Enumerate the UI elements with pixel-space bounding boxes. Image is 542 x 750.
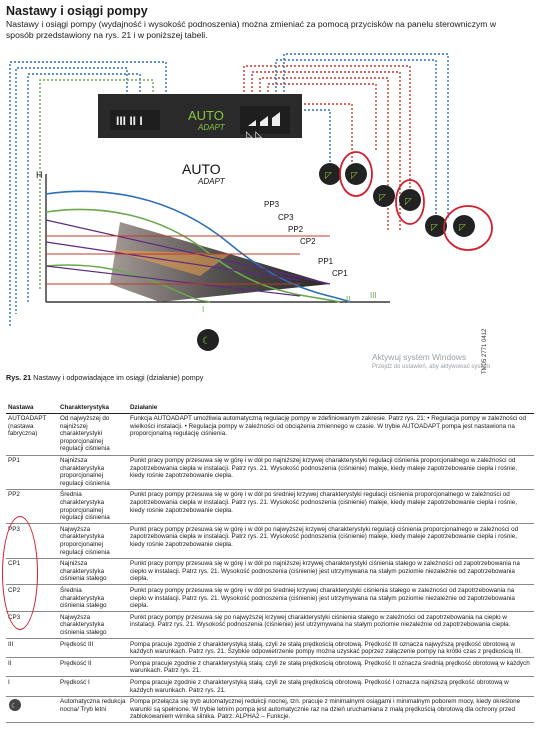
speed-label-I: I <box>202 305 205 314</box>
night-reduction-icon <box>8 698 22 712</box>
speed-button-label: III II I <box>116 114 143 128</box>
row-action: Pompa pracuje zgodnie z charakterystyką stałą, czyli ze stałą prędkością obrotową. Prędkość II oznacza średnią prędkość obrotową w każdych warunkach. Patrz rys. 21. <box>128 658 534 677</box>
row-action: Punkt pracy pompy przesuwa się w górę i w dół po najwyższej krzywej charakterystyki regulacji ciśnienia proporcjonalnego w zależności od zapotrzebowania ciepła w instalacji. Patrz rys. 21. Wysokość podnoszenia (ciśnienie) maleje, kiedy maleje zapotrzebowanie ciepła i rośnie, kiedy rośnie zapotrzebowanie ciepła. <box>128 524 534 558</box>
row-setting: PP3 <box>6 524 58 558</box>
row-curve: Najwyższa charakterystyka proporcjonalnej regulacji ciśnienia <box>58 524 128 558</box>
table-row <box>6 639 534 658</box>
row-action: Punkt pracy pompy przesuwa się w górę i w dół po średniej krzywej charakterystyki ciśnienia stałego w zależności od zapotrzebowania na ciepło w instalacji. Patrz rys. 21. Wysokość podnoszenia (ciśnienie) jest utrzymywana na stałym poziomie niezależnie od zapotrzebowania ciepła. <box>128 585 534 612</box>
row-setting: CP3 <box>6 612 58 639</box>
panel-adapt-label: ADAPT <box>198 123 225 132</box>
row-action: Punkt pracy pompy przesuwa się w górę i w dół po najniższej krzywej charakterystyki ciśnienia stałego w zależności od zapotrzebowania na ciepło w instalacji. Patrz rys. 21. Wysokość podnoszenia (ciśnienie) jest utrzymywana na stałym poziomie niezależnie od zapotrzebowania ciepła. <box>128 558 534 585</box>
row-setting: I <box>6 677 58 696</box>
row-setting-icon-cell <box>6 696 58 723</box>
svg-text:☾: ☾ <box>11 703 18 711</box>
h-axis-label: H <box>36 170 43 180</box>
settings-table <box>6 402 534 723</box>
row-setting: III <box>6 639 58 658</box>
row-curve: Najniższa charakterystyka ciśnienia stałego <box>58 558 128 585</box>
cp-rows-highlight-oval <box>2 516 38 630</box>
curve-label-cp1: CP1 <box>332 269 348 278</box>
intro-paragraph: Nastawy i osiągi pompy (wydajność i wysokość podnoszenia) można zmieniać za pomocą przycisków na panelu sterowniczym w sposób przedstawiony na rys. 21 i w poniższej tabeli. <box>6 19 497 41</box>
svg-text:◸: ◸ <box>379 192 386 202</box>
speed-label-III: III <box>370 291 377 300</box>
table-header-row <box>6 402 534 413</box>
caption-prefix: Rys. 21 <box>6 373 32 382</box>
pump-settings-figure <box>0 44 542 374</box>
row-action: Pompa pracuje zgodnie z charakterystyką stałą, czyli ze stałą prędkością obrotową. Prędkość III oznacza najwyższą prędkość obrotową w każdych warunkach. Patrz rys. 21. Szybkie odpowietrzenie pompy można uzyskać poprzez załączenie pompy na krótki czas z prędkością III. <box>128 639 534 658</box>
header-setting: Nastawa <box>6 402 58 413</box>
row-action: Pompa pracuje zgodnie z charakterystyką stałą, czyli ze stałą prędkością obrotową. Prędkość I oznacza najniższą prędkość obrotową w każdych warunkach. Patrz rys. 21. <box>128 677 534 696</box>
row-action: Pompa przełącza się tryb automatycznej redukcji nocnej, tzn. pracuje z minimalnymi osiągami i minimalnym poborem mocy, kiedy określone warunki są spełnione. W trybie letnim pompa jest automatycznie raz na dzień uruchamiana z małą prędkością obrotową dla ochrony przed zablokowaniem wirnika silnika. Patrz: ALPHA2 – Funkcje. <box>128 696 534 723</box>
row-curve: Automatyczna redukcja nocna/ Tryb letni <box>58 696 128 723</box>
row-setting: AUTOADAPT (nastawa fabryczna) <box>6 413 58 455</box>
table-row <box>6 658 534 677</box>
curve-label-cp3: CP3 <box>278 213 294 222</box>
table-row <box>6 612 534 639</box>
row-setting: PP1 <box>6 455 58 489</box>
svg-text:◸: ◸ <box>405 196 412 206</box>
row-action: Funkcja AUTOADAPT umożliwia automatyczną regulację pompy w zdefiniowanym zakresie. Patrz rys. 21: • Regulacja pompy w zależności od wielkości instalacji. • Regulacja pompy w zależności od obciążenia zmiennego w czasie. W trybie AUTOADAPT pompa jest nastawiona na proporcjonalną regulację ciśnienia. <box>128 413 534 455</box>
table-row <box>6 558 534 585</box>
tm-code: TM05 2771 0412 <box>482 328 488 374</box>
table-row <box>6 455 534 489</box>
svg-text:◸: ◸ <box>325 170 332 180</box>
caption-text: Nastawy i odpowiadające im osiągi (działanie) pompy <box>31 373 204 382</box>
row-curve: Najwyższa charakterystyka ciśnienia stałego <box>58 612 128 639</box>
panel-auto-label: AUTO <box>188 108 224 123</box>
control-panel <box>98 94 302 139</box>
row-setting: CP1 <box>6 558 58 585</box>
table-row <box>6 677 534 696</box>
table-row <box>6 489 534 523</box>
header-action: Działanie <box>128 402 534 413</box>
night-reduction-glyph: ☾ <box>202 336 211 347</box>
row-curve: Najniższa charakterystyka proporcjonalnej regulacji ciśnienia <box>58 455 128 489</box>
curve-label-pp1: PP1 <box>318 257 334 266</box>
svg-text:◸: ◸ <box>459 222 466 232</box>
row-setting: II <box>6 658 58 677</box>
svg-text:◸: ◸ <box>431 222 438 232</box>
curve-label-pp2: PP2 <box>288 225 304 234</box>
row-curve: Prędkość III <box>58 639 128 658</box>
windows-activation-watermark <box>372 352 490 370</box>
table-row <box>6 413 534 455</box>
curve-label-pp3: PP3 <box>264 200 280 209</box>
row-action: Punkt pracy pompy przesuwa się w górę i w dół po średniej krzywej charakterystyki regulacji ciśnienia proporcjonalnego w zależności od zapotrzebowania ciepła w instalacji. Patrz rys. 21. Wysokość podnoszenia (ciśnienie) maleje, kiedy maleje zapotrzebowanie ciepła i rośnie, kiedy rośnie zapotrzebowanie ciepła. <box>128 489 534 523</box>
row-action: Punkt pracy pompy przesuwa się w górę i w dół po najniższej krzywej charakterystyki regulacji ciśnienia proporcjonalnego w zależności od zapotrzebowania ciepła w instalacji. Patrz rys. 21. Wysokość podnoszenia (ciśnienie) maleje, kiedy maleje zapotrzebowanie ciepła i rośnie, kiedy rośnie zapotrzebowanie ciepła. <box>128 455 534 489</box>
auto-label: AUTO <box>182 161 221 177</box>
speed-label-II: II <box>346 295 351 304</box>
row-action: Punkt pracy pompy przesuwa się po najwyższej krzywej charakterystyki ciśnienia stałego w zależności od zapotrzebowania na ciepło w instalacji. Patrz rys. 21. Wysokość podnoszenia (ciśnienie) jest utrzymywana na stałym poziomie niezależnie od zapotrzebowania ciepła. <box>128 612 534 639</box>
page-title: Nastawy i osiągi pompy <box>6 4 148 18</box>
watermark-line2: Przejdź do ustawień, aby aktywować system <box>372 364 491 370</box>
header-curve: Charakterystyka <box>58 402 128 413</box>
row-curve: Od najwyższej do najniższej charakterystyki proporcjonalnej regulacji ciśnienia <box>58 413 128 455</box>
table-row <box>6 524 534 558</box>
table-row <box>6 585 534 612</box>
row-curve: Średnia charakterystyka ciśnienia stałego <box>58 585 128 612</box>
row-curve: Prędkość I <box>58 677 128 696</box>
proportional-pressure-icon: ◺ ◺ <box>246 129 263 139</box>
row-curve: Prędkość II <box>58 658 128 677</box>
row-setting: PP2 <box>6 489 58 523</box>
table-row <box>6 696 534 723</box>
adapt-label: ADAPT <box>198 177 225 186</box>
watermark-line1: Aktywuj system Windows <box>372 352 467 362</box>
figure-caption <box>6 373 203 382</box>
row-curve: Średnia charakterystyka proporcjonalnej regulacji ciśnienia <box>58 489 128 523</box>
svg-text:◸: ◸ <box>351 170 358 180</box>
row-setting: CP2 <box>6 585 58 612</box>
curve-label-cp2: CP2 <box>300 237 316 246</box>
